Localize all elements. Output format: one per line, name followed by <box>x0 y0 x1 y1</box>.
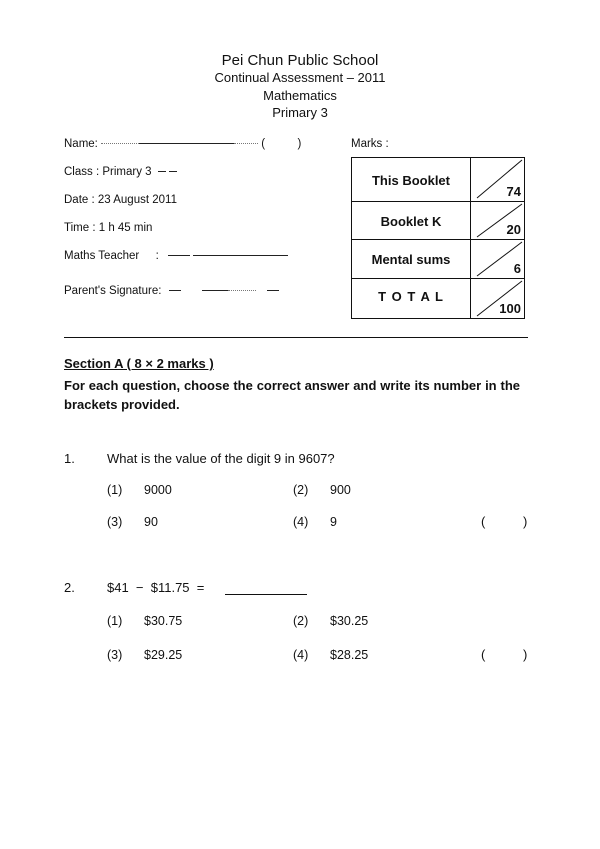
option-number: (1) <box>107 614 123 628</box>
class-label: Class : <box>64 166 100 178</box>
option-number: (2) <box>293 483 309 497</box>
option-number: (3) <box>107 515 123 529</box>
teacher-label: Maths Teacher <box>64 250 140 262</box>
marks-cell <box>470 279 524 318</box>
answer-bracket-close: ) <box>523 514 528 529</box>
teacher-colon: : <box>155 250 159 262</box>
option-number: (1) <box>107 483 123 497</box>
divider <box>64 337 528 338</box>
option-number: (2) <box>293 614 309 628</box>
name-bracket-open: ( <box>261 138 266 150</box>
signature-label: Parent's Signature: <box>64 285 162 297</box>
option-text: 90 <box>144 515 158 529</box>
class-line <box>64 166 177 178</box>
marks-cell <box>470 202 524 239</box>
option-text: 9000 <box>144 483 172 497</box>
date-line <box>64 194 177 206</box>
marks-value: 20 <box>506 222 521 237</box>
signature-line <box>64 285 279 297</box>
date-label: Date : <box>64 194 95 206</box>
marks-row-label: This Booklet <box>371 173 450 188</box>
option-text: $28.25 <box>330 648 369 662</box>
option-number: (3) <box>107 648 123 662</box>
option-number: (4) <box>293 648 309 662</box>
answer-bracket-close: ) <box>523 647 528 662</box>
option-text: 900 <box>330 483 351 497</box>
marks-row-mental-sums <box>352 239 524 278</box>
marks-row-label: Mental sums <box>371 252 451 267</box>
marks-row-this-booklet <box>352 158 524 201</box>
option-text: $29.25 <box>144 648 183 662</box>
option-text: $30.75 <box>144 614 183 628</box>
name-line <box>64 138 301 150</box>
time-line <box>64 222 152 234</box>
section-instructions: For each question, choose the correct answer and write its number in the brackets provided. <box>64 378 520 412</box>
teacher-line <box>64 250 288 262</box>
question-text: What is the value of the digit 9 in 9607? <box>107 451 335 466</box>
answer-bracket-open: ( <box>481 514 486 529</box>
option-text: 9 <box>330 515 337 529</box>
marks-table <box>351 157 525 319</box>
marks-value: 100 <box>499 301 521 316</box>
name-bracket-close: ) <box>297 138 302 150</box>
answer-line <box>225 594 307 595</box>
marks-row-label: Booklet K <box>380 214 442 229</box>
marks-value: 74 <box>506 184 521 199</box>
question-number: 1. <box>64 451 75 466</box>
school-name: Pei Chun Public School <box>221 52 379 69</box>
date-value: 23 August 2011 <box>97 194 177 206</box>
marks-cell <box>470 158 524 201</box>
marks-row-total <box>352 278 524 318</box>
option-text: $30.25 <box>330 614 369 628</box>
subject-title: Mathematics <box>263 88 337 103</box>
name-label: Name: <box>64 138 98 150</box>
option-number: (4) <box>293 515 309 529</box>
section-title: Section A ( 8 × 2 marks ) <box>64 356 214 371</box>
marks-label: Marks : <box>351 138 389 150</box>
marks-cell <box>470 240 524 278</box>
exam-title: Continual Assessment – 2011 <box>214 70 386 85</box>
time-label: Time : <box>64 222 96 234</box>
class-value: Primary 3 <box>102 166 152 178</box>
time-value: 1 h 45 min <box>98 222 153 234</box>
marks-value: 6 <box>513 261 521 276</box>
answer-bracket-open: ( <box>481 647 486 662</box>
marks-row-label: T O T A L <box>378 289 444 304</box>
question-text: $41 − $11.75 = <box>107 580 205 595</box>
marks-row-booklet-k <box>352 201 524 239</box>
level-title: Primary 3 <box>272 105 328 120</box>
question-number: 2. <box>64 580 75 595</box>
